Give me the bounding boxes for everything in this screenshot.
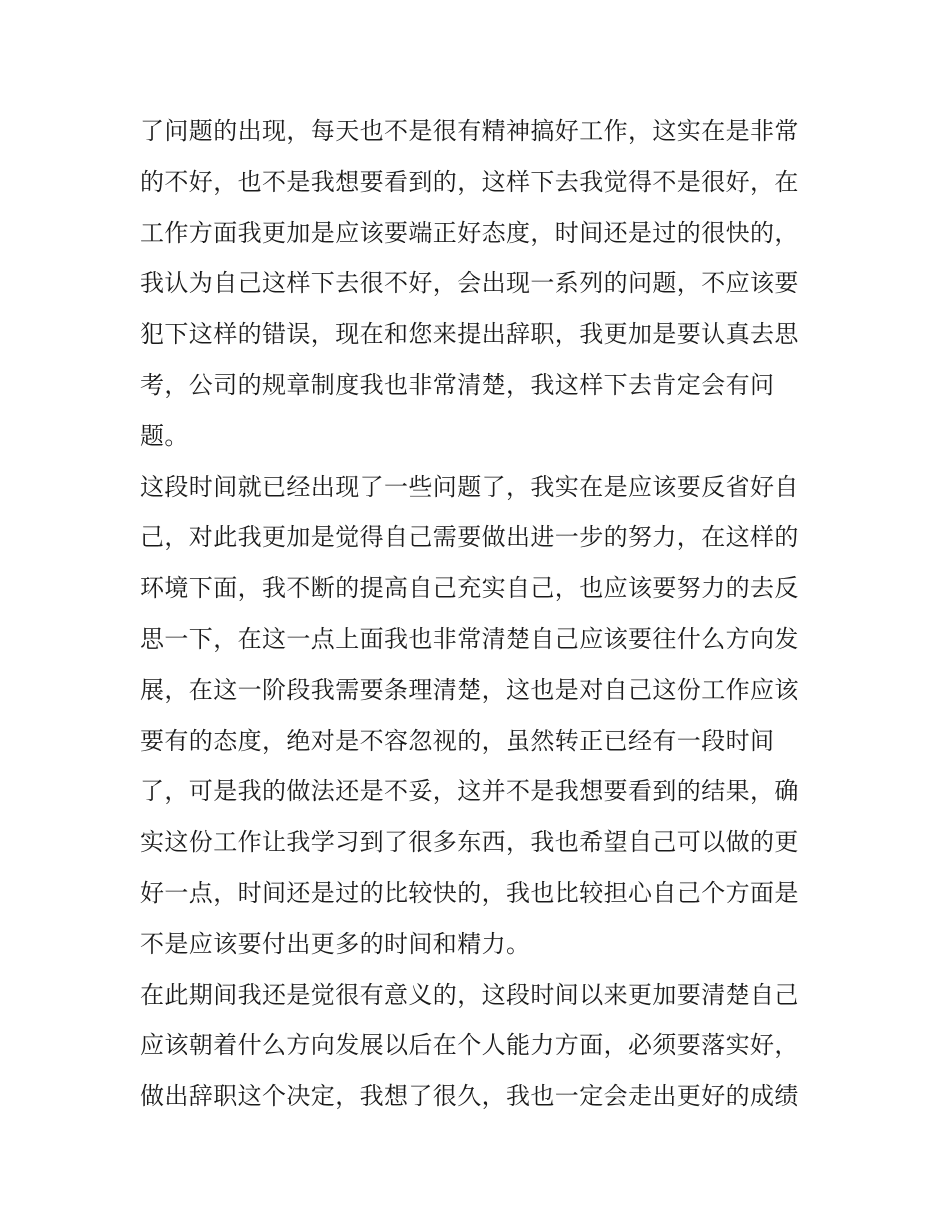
text-line: 题。	[140, 421, 189, 450]
text-line: 思一下，在这一点上面我也非常清楚自己应该要往什么方向发	[140, 624, 799, 653]
text-line: 环境下面，我不断的提高自己充实自己，也应该要努力的去反	[140, 574, 799, 603]
text-line: 犯下这样的错误，现在和您来提出辞职，我更加是要认真去思	[140, 320, 799, 349]
text-line: 应该朝着什么方向发展以后在个人能力方面，必须要落实好，	[140, 1031, 799, 1060]
text-line: 己，对此我更加是觉得自己需要做出进一步的努力，在这样的	[140, 523, 799, 552]
text-line: 工作方面我更加是应该要端正好态度，时间还是过的很快的，	[140, 218, 799, 247]
text-line: 考，公司的规章制度我也非常清楚，我这样下去肯定会有问	[140, 370, 775, 399]
text-line: 展，在这一阶段我需要条理清楚，这也是对自己这份工作应该	[140, 675, 799, 704]
text-line: 在此期间我还是觉很有意义的，这段时间以来更加要清楚自己	[140, 980, 799, 1009]
text-line: 做出辞职这个决定，我想了很久，我也一定会走出更好的成绩	[140, 1082, 799, 1111]
document-body	[140, 106, 820, 1122]
text-line: 的不好，也不是我想要看到的，这样下去我觉得不是很好，在	[140, 167, 799, 196]
text-line: 好一点，时间还是过的比较快的，我也比较担心自己个方面是	[140, 878, 799, 907]
text-line: 不是应该要付出更多的时间和精力。	[140, 929, 531, 958]
text-line: 了，可是我的做法还是不妥，这并不是我想要看到的结果，确	[140, 777, 799, 806]
text-line: 了问题的出现，每天也不是很有精神搞好工作，这实在是非常	[140, 117, 799, 145]
text-line: 要有的态度，绝对是不容忽视的，虽然转正已经有一段时间	[140, 726, 775, 755]
text-line: 我认为自己这样下去很不好，会出现一系列的问题，不应该要	[140, 269, 799, 298]
text-line: 这段时间就已经出现了一些问题了，我实在是应该要反省好自	[140, 472, 799, 501]
text-line: 实这份工作让我学习到了很多东西，我也希望自己可以做的更	[140, 828, 799, 857]
